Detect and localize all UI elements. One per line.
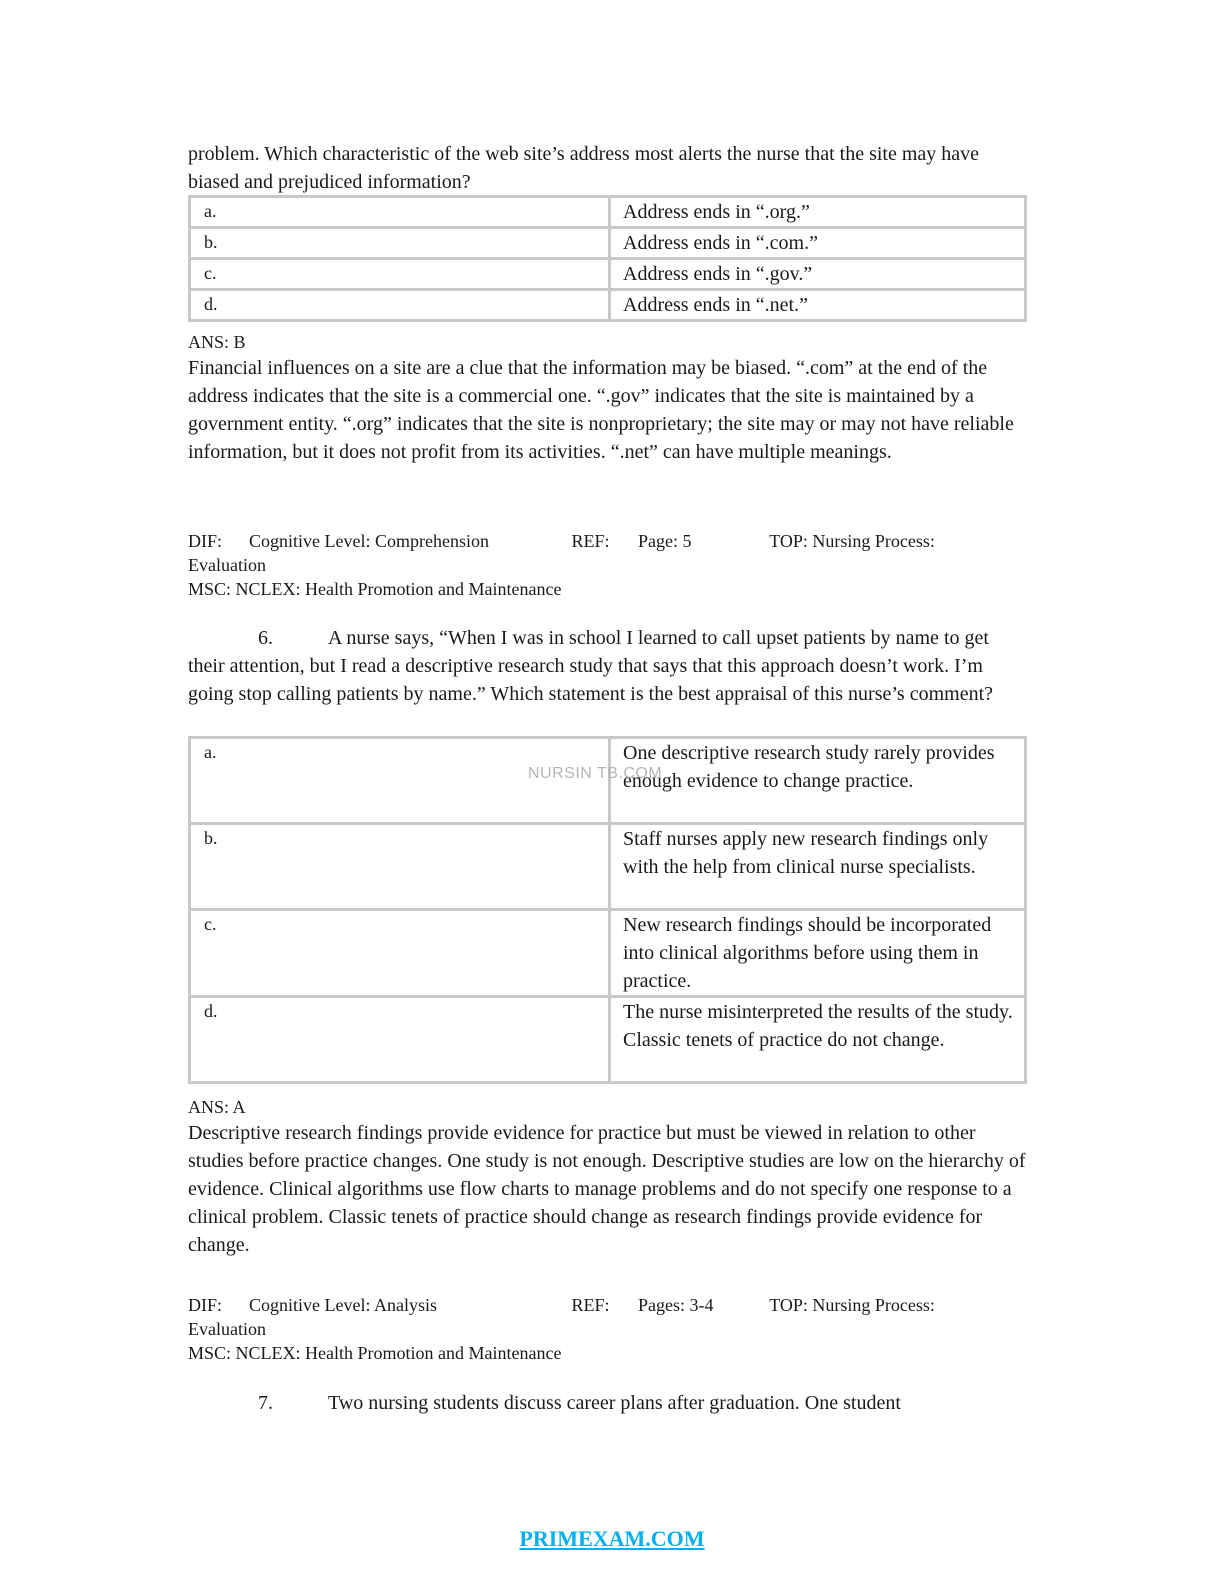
choice-letter: c.: [190, 259, 610, 290]
ref-label: REF:: [571, 1295, 610, 1315]
question-6-answer: ANS: A: [188, 1097, 246, 1117]
footer-site-link[interactable]: PRIMEXAM.COM: [519, 1526, 705, 1551]
choice-letter: a.: [190, 738, 610, 824]
topic-label: TOP: Nursing Process:: [769, 531, 935, 551]
ref-page: Page: 5: [638, 531, 692, 551]
ref-page: Pages: 3-4: [638, 1295, 714, 1315]
dif-label: DIF:: [188, 531, 223, 551]
choice-letter: c.: [190, 910, 610, 997]
question-stem-text: A nurse says, “When I was in school I learned to call upset patients by name to get their attention, but I read a descriptive research study that says that this approach doesn’t work. I’m going stop calling patients by name.” Which statement is the best appraisal of this nurse’s comment?: [188, 627, 993, 705]
topic-label: TOP: Nursing Process:: [769, 1295, 935, 1315]
choice-letter: a.: [190, 197, 610, 228]
question-6-rationale: Descriptive research findings provide evidence for practice but must be viewed in relation to other studies before practice changes. One study is not enough. Descriptive studies are low on the hierarchy of evidence. Clinical algorithms use flow charts to manage problems and do not specify one response to a clinical problem. Classic tenets of practice should change as research findings provide evidence for change.: [188, 1122, 1026, 1256]
cognitive-level: Cognitive Level: Comprehension: [249, 531, 489, 551]
choice-letter: b.: [190, 824, 610, 910]
choice-text: One descriptive research study rarely provides enough evidence to change practice.: [610, 738, 1026, 824]
question-6-meta: [188, 1293, 935, 1317]
question-5-meta: [188, 529, 935, 553]
choice-row: [190, 197, 1026, 228]
question-stem-text: Two nursing students discuss career plans after graduation. One student: [328, 1392, 901, 1414]
watermark: NURSIN TB.COM: [528, 765, 663, 782]
ref-label: REF:: [571, 531, 610, 551]
choice-row: [190, 824, 1026, 910]
question-5-rationale: Financial influences on a site are a clue that the information may be biased. “.com” at the end of the address indicates that the site is a commercial one. “.gov” indicates that the site is maintained by a government entity. “.org” indicates that the site is nonproprietary; the site may or may not have reliable information, but it does not profit from its activities. “.net” can have multiple meanings.: [188, 357, 1014, 463]
question-5-answer: ANS: B: [188, 332, 246, 352]
question-5-choices: [188, 195, 1027, 322]
question-5-msc: MSC: NCLEX: Health Promotion and Maintenance: [188, 579, 562, 599]
choice-text: Address ends in “.gov.”: [610, 259, 1026, 290]
choice-letter: d.: [190, 997, 610, 1083]
question-6-stem: [188, 624, 1028, 708]
choice-row: [190, 290, 1026, 321]
choice-text: Address ends in “.net.”: [610, 290, 1026, 321]
question-6-choices: [188, 736, 1027, 1084]
choice-row: [190, 259, 1026, 290]
choice-text: Address ends in “.com.”: [610, 228, 1026, 259]
choice-text: Staff nurses apply new research findings only with the help from clinical nurse specialists.: [610, 824, 1026, 910]
choice-row: [190, 228, 1026, 259]
choice-letter: b.: [190, 228, 610, 259]
choice-row: [190, 910, 1026, 997]
question-number: 7.: [258, 1392, 273, 1414]
dif-label: DIF:: [188, 1295, 223, 1315]
question-6-msc: MSC: NCLEX: Health Promotion and Maintenance: [188, 1343, 562, 1363]
choice-row: [190, 997, 1026, 1083]
choice-text: Address ends in “.org.”: [610, 197, 1026, 228]
choice-letter: d.: [190, 290, 610, 321]
question-5-stem: problem. Which characteristic of the web site’s address most alerts the nurse that the site may have biased and prejudiced information?: [188, 143, 980, 193]
question-number: 6.: [258, 627, 273, 649]
choice-text: The nurse misinterpreted the results of the study. Classic tenets of practice do not change.: [610, 997, 1026, 1083]
cognitive-level: Cognitive Level: Analysis: [249, 1295, 437, 1315]
choice-text: New research findings should be incorporated into clinical algorithms before using them in practice.: [610, 910, 1026, 997]
question-7-stem: [188, 1389, 1028, 1417]
question-5-topic-cont: Evaluation: [188, 555, 266, 575]
question-6-topic-cont: Evaluation: [188, 1319, 266, 1339]
